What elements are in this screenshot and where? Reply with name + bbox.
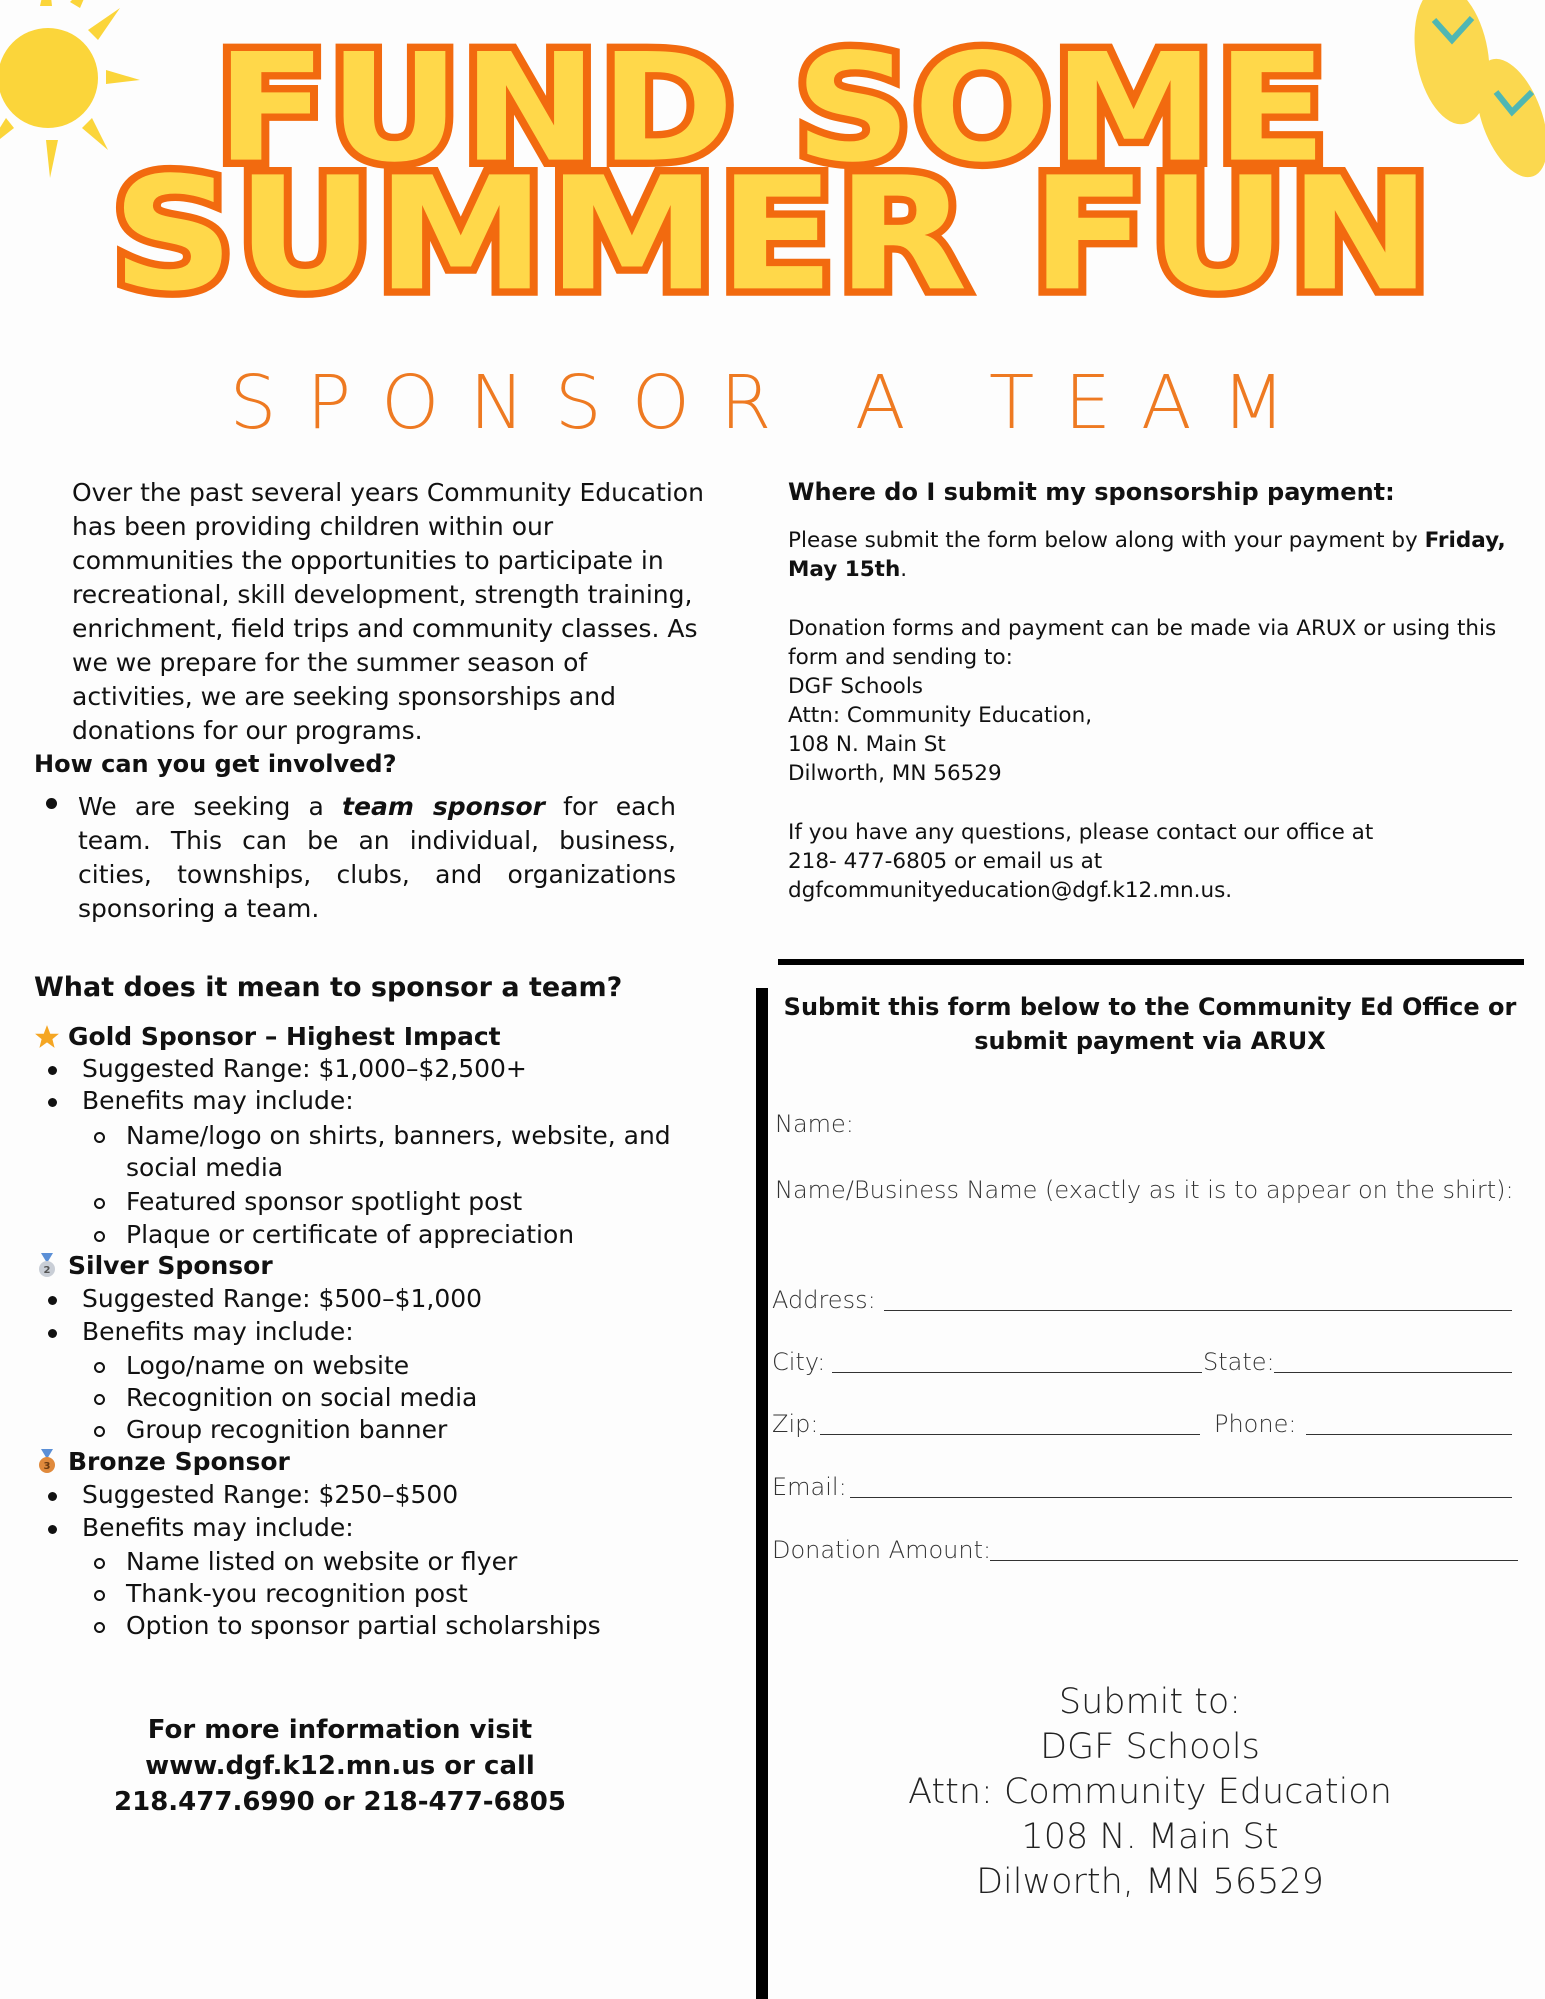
contact-info: If you have any questions, please contact our office at 218- 477-6805 or email us at dgfcommunityeducation@dgf.k12.mn.us. (788, 820, 1374, 903)
gold-title: Gold Sponsor – Highest Impact (68, 1022, 501, 1051)
email-label: Email: (772, 1473, 847, 1501)
list-item: Benefits may include: (48, 1513, 354, 1542)
third-place-medal-icon (34, 1449, 60, 1475)
more-info (90, 1712, 590, 1820)
second-place-medal-icon (34, 1253, 60, 1279)
involved-heading: How can you get involved? (34, 750, 397, 778)
gold-tier-heading (34, 1022, 501, 1051)
list-item: Group recognition banner (94, 1414, 714, 1446)
mailing-info: Donation forms and payment can be made via ARUX or using this form and sending to: DGF Schools Attn: Community Education, 108 N. Main St Dilworth, MN 56529 (788, 616, 1497, 786)
submit-heading: Where do I submit my sponsorship payment: (788, 478, 1395, 506)
list-item: Featured sponsor spotlight post (94, 1186, 714, 1218)
silver-title: Silver Sponsor (68, 1251, 273, 1280)
address-field[interactable] (884, 1310, 1512, 1311)
donation-label: Donation Amount: (772, 1536, 992, 1564)
involved-bullet (46, 790, 676, 926)
more-info-line: For more information visit (147, 1715, 533, 1745)
silver-tier-heading (34, 1251, 273, 1280)
more-info-line: 218.477.6990 or 218-477-6805 (114, 1787, 566, 1817)
involved-text-pre: We are seeking a (78, 792, 343, 821)
list-item: Name/logo on shirts, banners, website, and social media (94, 1120, 714, 1184)
intro-paragraph: Over the past several years Community Education has been providing children within our communities the opportunities to participate in recreational, skill development, strength training, enrichment, field trips and community classes. As we we prepare for the summer season of activities, we are seeking sponsorships and donations for our programs. (72, 478, 704, 745)
business-name-label: Name/Business Name (exactly as it is to appear on the shirt): (775, 1176, 1514, 1204)
involved-text-post: for each team. This can be an individual, business, cities, townships, clubs, and organizations sponsoring a team. (78, 792, 676, 923)
bronze-title: Bronze Sponsor (68, 1447, 290, 1476)
phone-field[interactable] (1306, 1434, 1512, 1435)
meaning-heading: What does it mean to sponsor a team? (34, 972, 623, 1003)
form-title: Submit this form below to the Community Ed Office or submit payment via ARUX (783, 993, 1517, 1055)
headline-line1: FUND SOME (216, 22, 1329, 196)
vertical-divider (756, 988, 768, 1999)
state-label: State: (1203, 1348, 1275, 1376)
email-field[interactable] (850, 1497, 1512, 1498)
list-item: Logo/name on website (94, 1350, 714, 1382)
list-item: Suggested Range: $500–$1,000 (48, 1284, 482, 1313)
city-label: City: (772, 1348, 826, 1376)
list-item: Benefits may include: (48, 1317, 354, 1346)
bronze-tier-heading (34, 1447, 290, 1476)
list-item: Name listed on website or flyer (94, 1546, 714, 1578)
more-info-line: www.dgf.k12.mn.us or call (145, 1751, 535, 1781)
subtitle: SPONSOR A TEAM (229, 360, 1316, 446)
submit-to-address: Submit to: DGF Schools Attn: Community Education 108 N. Main St Dilworth, MN 56529 (908, 1682, 1392, 1902)
list-item: Suggested Range: $1,000–$2,500+ (48, 1054, 527, 1083)
star-icon (34, 1024, 60, 1050)
address-label: Address: (772, 1286, 876, 1314)
horizontal-divider (778, 959, 1524, 965)
list-item: Thank-you recognition post (94, 1578, 714, 1610)
donation-field[interactable] (990, 1560, 1518, 1561)
name-label: Name: (775, 1110, 854, 1138)
list-item: Benefits may include: (48, 1086, 354, 1115)
svg-text:3: 3 (43, 1460, 51, 1472)
list-item: Plaque or certificate of appreciation (94, 1219, 714, 1251)
city-field[interactable] (832, 1372, 1202, 1373)
submit-deadline: Please submit the form below along with your payment by Friday, May 15th. (788, 528, 1506, 582)
svg-text:2: 2 (43, 1264, 51, 1276)
headline-line2: SUMMER FUN (111, 143, 1434, 327)
involved-emphasis: team sponsor (342, 792, 545, 821)
list-item: Recognition on social media (94, 1382, 714, 1414)
list-item: Suggested Range: $250–$500 (48, 1480, 458, 1509)
zip-field[interactable] (820, 1434, 1200, 1435)
state-field[interactable] (1274, 1372, 1512, 1373)
zip-label: Zip: (772, 1410, 819, 1438)
list-item: Option to sponsor partial scholarships (94, 1610, 714, 1642)
phone-label: Phone: (1214, 1410, 1297, 1438)
